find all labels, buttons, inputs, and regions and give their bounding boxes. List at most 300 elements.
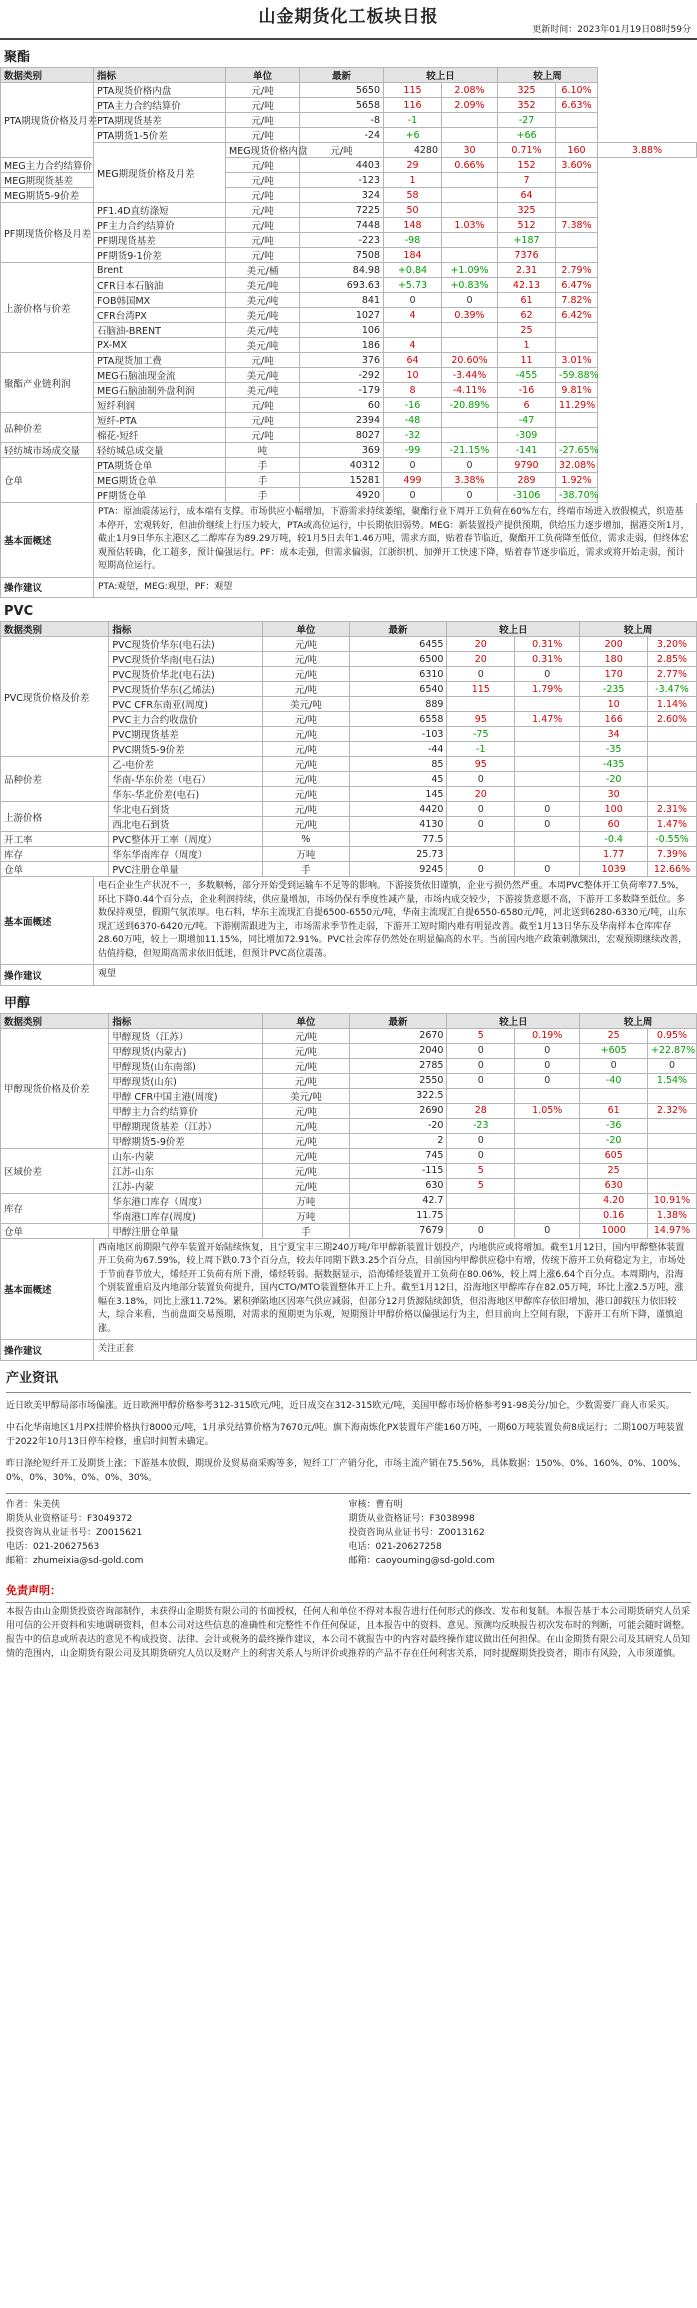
row-week-change-pct: 1.92% bbox=[556, 473, 598, 488]
row-week-change: 630 bbox=[580, 1178, 648, 1193]
row-day-change-pct: 2.08% bbox=[442, 83, 498, 98]
row-latest: 2 bbox=[349, 1133, 447, 1148]
row-week-change-pct: 7.82% bbox=[556, 293, 598, 308]
row-week-change: -141 bbox=[498, 443, 556, 458]
row-week-change: 170 bbox=[580, 667, 648, 682]
row-week-change: -16 bbox=[498, 383, 556, 398]
row-latest: 745 bbox=[349, 1148, 447, 1163]
row-latest: 7448 bbox=[300, 218, 384, 233]
row-week-change-pct: 2.79% bbox=[556, 263, 598, 278]
row-week-change: -40 bbox=[580, 1073, 648, 1088]
row-week-change-pct bbox=[647, 727, 696, 742]
row-latest: -103 bbox=[349, 727, 447, 742]
data-table bbox=[0, 1013, 697, 1239]
row-indicator: 棉花-短纤 bbox=[94, 428, 226, 443]
row-unit: 美元/吨 bbox=[226, 338, 300, 353]
row-indicator: PVC整体开工率（周度） bbox=[109, 832, 263, 847]
row-unit: 元/吨 bbox=[226, 98, 300, 113]
row-day-change: 95 bbox=[447, 712, 515, 727]
col-header-category: 数据类别 bbox=[1, 622, 109, 637]
row-latest: -292 bbox=[300, 368, 384, 383]
row-day-change-pct bbox=[442, 413, 498, 428]
section-2 bbox=[0, 986, 697, 1361]
row-latest: 6558 bbox=[349, 712, 447, 727]
row-week-change-pct bbox=[556, 173, 598, 188]
table-row bbox=[1, 218, 697, 233]
table-row bbox=[1, 383, 697, 398]
row-day-change: 4 bbox=[384, 338, 442, 353]
row-unit: 元/吨 bbox=[226, 428, 300, 443]
row-day-change: 5 bbox=[447, 1028, 515, 1043]
row-week-change-pct: 12.66% bbox=[647, 862, 696, 877]
row-unit: 元/吨 bbox=[263, 712, 349, 727]
row-week-change-pct bbox=[556, 203, 598, 218]
col-header-indicator: 指标 bbox=[109, 622, 263, 637]
row-latest: 5650 bbox=[300, 83, 384, 98]
row-week-change: 61 bbox=[498, 293, 556, 308]
table-row bbox=[1, 98, 697, 113]
row-day-change-pct bbox=[515, 1088, 580, 1103]
row-day-change-pct bbox=[442, 173, 498, 188]
row-unit: 元/吨 bbox=[226, 233, 300, 248]
row-week-change: -20 bbox=[580, 772, 648, 787]
row-week-change: 10 bbox=[580, 697, 648, 712]
table-row bbox=[1, 398, 697, 413]
row-latest: 145 bbox=[349, 787, 447, 802]
row-latest: 1027 bbox=[300, 308, 384, 323]
row-indicator: PVC期现货基差 bbox=[109, 727, 263, 742]
row-unit: 手 bbox=[226, 458, 300, 473]
row-day-change-pct bbox=[442, 233, 498, 248]
row-unit: 元/吨 bbox=[300, 143, 384, 158]
row-day-change-pct: +0.83% bbox=[442, 278, 498, 293]
row-category: MEG期现货价格及月差 bbox=[94, 143, 226, 203]
row-day-change-pct: -20.89% bbox=[442, 398, 498, 413]
row-day-change-pct bbox=[515, 1208, 580, 1223]
col-header-category: 数据类别 bbox=[1, 1013, 109, 1028]
row-week-change: 34 bbox=[580, 727, 648, 742]
row-unit: 元/吨 bbox=[226, 83, 300, 98]
row-week-change: 30 bbox=[580, 787, 648, 802]
row-unit: 美元/桶 bbox=[226, 263, 300, 278]
row-day-change: 0 bbox=[447, 1148, 515, 1163]
row-unit: 美元/吨 bbox=[226, 323, 300, 338]
row-day-change: 148 bbox=[384, 218, 442, 233]
row-day-change: -99 bbox=[384, 443, 442, 458]
author-line: 电话：021-20627563 bbox=[6, 1541, 100, 1552]
row-indicator: 甲醇期现货基差（江苏） bbox=[109, 1118, 263, 1133]
row-week-change-pct: -59.88% bbox=[556, 368, 598, 383]
col-header-week-change: 较上周 bbox=[580, 1013, 697, 1028]
row-latest: 7508 bbox=[300, 248, 384, 263]
row-indicator: PX-MX bbox=[94, 338, 226, 353]
row-day-change: 0 bbox=[447, 1073, 515, 1088]
trade-advice-text: 关注正套 bbox=[98, 1344, 135, 1354]
author-line: 投资咨询从业证书号：Z0015621 bbox=[6, 1527, 143, 1538]
row-indicator: 甲醇现货(内蒙古) bbox=[109, 1043, 263, 1058]
trade-advice-label: 操作建议 bbox=[1, 965, 94, 985]
reviewer-line: 投资咨询从业证书号：Z0013162 bbox=[348, 1527, 485, 1538]
row-unit: 元/吨 bbox=[226, 203, 300, 218]
row-unit: 元/吨 bbox=[263, 1058, 349, 1073]
row-indicator: PF1.4D直纺涤短 bbox=[94, 203, 226, 218]
row-indicator: 甲醇现货(山东) bbox=[109, 1073, 263, 1088]
row-latest: -20 bbox=[349, 1118, 447, 1133]
row-week-change-pct: -3.47% bbox=[647, 682, 696, 697]
row-latest: -123 bbox=[300, 173, 384, 188]
row-latest: 45 bbox=[349, 772, 447, 787]
row-day-change-pct bbox=[442, 188, 498, 203]
row-latest: 4130 bbox=[349, 817, 447, 832]
row-week-change-pct: 2.60% bbox=[647, 712, 696, 727]
row-unit: 元/吨 bbox=[263, 682, 349, 697]
row-day-change-pct bbox=[515, 1118, 580, 1133]
row-indicator: Brent bbox=[94, 263, 226, 278]
row-day-change-pct: 0.39% bbox=[442, 308, 498, 323]
row-latest: 7225 bbox=[300, 203, 384, 218]
row-day-change: 0 bbox=[447, 862, 515, 877]
row-week-change: -47 bbox=[498, 413, 556, 428]
row-latest: 2550 bbox=[349, 1073, 447, 1088]
industry-para: 中石化华南地区1月PX挂牌价格执行8000元/吨，1月承兑结算价格为7670元/吨。旗下海南炼化PX装置年产能160万吨，一期60万吨装置负荷8成运行；二期100万吨装置于2022年10月13日停车检修，重启时间暂未确定。 bbox=[6, 1422, 685, 1447]
row-week-change-pct: 3.01% bbox=[556, 353, 598, 368]
row-unit: 美元/吨 bbox=[263, 1088, 349, 1103]
row-indicator: PVC现货价华南(电石法) bbox=[109, 652, 263, 667]
row-indicator: 石脑油-BRENT bbox=[94, 323, 226, 338]
row-day-change-pct bbox=[515, 757, 580, 772]
row-category: PF期现货价格及月差 bbox=[1, 203, 94, 263]
row-day-change: 20 bbox=[447, 652, 515, 667]
row-week-change: 0.16 bbox=[580, 1208, 648, 1223]
row-day-change-pct: 0 bbox=[515, 667, 580, 682]
table-row bbox=[1, 293, 697, 308]
table-row bbox=[1, 473, 697, 488]
row-day-change-pct: 0 bbox=[442, 488, 498, 503]
row-indicator: 华北电石到货 bbox=[109, 802, 263, 817]
row-day-change-pct: 0 bbox=[442, 293, 498, 308]
row-unit: 元/吨 bbox=[226, 218, 300, 233]
row-indicator: 华东-华北价差(电石) bbox=[109, 787, 263, 802]
row-week-change-pct: 1.47% bbox=[647, 817, 696, 832]
row-day-change-pct bbox=[442, 338, 498, 353]
col-header-category: 数据类别 bbox=[1, 68, 94, 83]
row-indicator: PVC注册仓单量 bbox=[109, 862, 263, 877]
row-indicator: PTA现货加工费 bbox=[94, 353, 226, 368]
row-day-change-pct bbox=[515, 787, 580, 802]
row-day-change-pct: -4.11% bbox=[442, 383, 498, 398]
row-day-change-pct bbox=[515, 847, 580, 862]
row-latest: 60 bbox=[300, 398, 384, 413]
row-indicator: 江苏-山东 bbox=[109, 1163, 263, 1178]
row-indicator: 华东华南库存（周度） bbox=[109, 847, 263, 862]
row-indicator: PTA主力合约结算价 bbox=[94, 98, 226, 113]
row-week-change: 7376 bbox=[498, 248, 556, 263]
row-day-change: 115 bbox=[384, 83, 442, 98]
row-week-change: -235 bbox=[580, 682, 648, 697]
row-indicator: PTA期货1-5价差 bbox=[94, 128, 226, 143]
row-day-change: -32 bbox=[384, 428, 442, 443]
row-week-change-pct bbox=[556, 338, 598, 353]
row-week-change: 64 bbox=[498, 188, 556, 203]
row-day-change: 0 bbox=[447, 1043, 515, 1058]
row-latest: 889 bbox=[349, 697, 447, 712]
industry-para: 昨日涤纶短纤开工及期货上涨；下游基本放假，期现价及贸易商采购等多，短纤工厂产销分化，市场主流产销在75.56%，具体数据：150%、0%、160%、0%、100%、0%、0%、30%、0%、0%、30%。 bbox=[6, 1458, 687, 1483]
row-week-change-pct: 1.14% bbox=[647, 697, 696, 712]
row-week-change-pct bbox=[556, 248, 598, 263]
row-week-change: 200 bbox=[580, 637, 648, 652]
row-day-change-pct bbox=[442, 248, 498, 263]
reviewer-column bbox=[349, 1498, 692, 1568]
row-day-change: -75 bbox=[447, 727, 515, 742]
row-week-change: 7 bbox=[498, 173, 556, 188]
row-category: 上游价格与价差 bbox=[1, 263, 94, 353]
row-week-change: 2.31 bbox=[498, 263, 556, 278]
row-day-change: 95 bbox=[447, 757, 515, 772]
row-day-change bbox=[447, 697, 515, 712]
row-day-change bbox=[447, 1193, 515, 1208]
row-unit: 元/吨 bbox=[226, 248, 300, 263]
row-week-change-pct bbox=[647, 1133, 696, 1148]
row-category: 开工率 bbox=[1, 832, 109, 847]
table-row bbox=[1, 802, 697, 817]
author-column bbox=[6, 1498, 349, 1568]
row-week-change-pct bbox=[647, 787, 696, 802]
row-week-change: 25 bbox=[498, 323, 556, 338]
row-unit: 元/吨 bbox=[263, 1043, 349, 1058]
row-day-change-pct: 1.05% bbox=[515, 1103, 580, 1118]
col-header-indicator: 指标 bbox=[109, 1013, 263, 1028]
row-day-change: 28 bbox=[447, 1103, 515, 1118]
table-row bbox=[1, 1193, 697, 1208]
row-day-change-pct bbox=[515, 1133, 580, 1148]
row-latest: 376 bbox=[300, 353, 384, 368]
row-day-change: 5 bbox=[447, 1163, 515, 1178]
row-day-change: 0 bbox=[384, 488, 442, 503]
row-category: 区域价差 bbox=[1, 1148, 109, 1193]
row-week-change-pct bbox=[647, 772, 696, 787]
row-category: 品种价差 bbox=[1, 413, 94, 443]
row-day-change: 499 bbox=[384, 473, 442, 488]
row-day-change-pct: 1.03% bbox=[442, 218, 498, 233]
row-day-change-pct bbox=[442, 113, 498, 128]
row-day-change: 0 bbox=[384, 293, 442, 308]
section-title: 甲醇 bbox=[4, 995, 31, 1011]
row-unit: 元/吨 bbox=[226, 413, 300, 428]
row-week-change-pct: 7.39% bbox=[647, 847, 696, 862]
row-unit: 元/吨 bbox=[226, 158, 300, 173]
col-header-week-change: 较上周 bbox=[498, 68, 598, 83]
row-week-change: 325 bbox=[498, 83, 556, 98]
row-indicator: PVC现货价华东(乙烯法) bbox=[109, 682, 263, 697]
row-week-change: 42.13 bbox=[498, 278, 556, 293]
col-header-day-change: 较上日 bbox=[447, 622, 580, 637]
row-latest: 841 bbox=[300, 293, 384, 308]
row-week-change: 25 bbox=[580, 1163, 648, 1178]
row-week-change: 9790 bbox=[498, 458, 556, 473]
row-indicator: 甲醇 CFR中国主港(周度) bbox=[109, 1088, 263, 1103]
row-day-change-pct: 0.31% bbox=[515, 652, 580, 667]
row-unit: 美元/吨 bbox=[226, 383, 300, 398]
row-indicator: 西北电石到货 bbox=[109, 817, 263, 832]
row-indicator: 甲醇现货(山东南部) bbox=[109, 1058, 263, 1073]
row-unit: 元/吨 bbox=[226, 353, 300, 368]
row-indicator: 甲醇现货（江苏） bbox=[109, 1028, 263, 1043]
trade-advice-text: 观望 bbox=[98, 969, 117, 979]
row-week-change: 289 bbox=[498, 473, 556, 488]
row-indicator: PTA现货价格内盘 bbox=[94, 83, 226, 98]
row-category: 仓单 bbox=[1, 458, 94, 503]
row-latest: 186 bbox=[300, 338, 384, 353]
row-latest: 5658 bbox=[300, 98, 384, 113]
row-latest: 2670 bbox=[349, 1028, 447, 1043]
row-week-change: -455 bbox=[498, 368, 556, 383]
row-week-change-pct: 1.54% bbox=[647, 1073, 696, 1088]
row-week-change-pct: 1.38% bbox=[647, 1208, 696, 1223]
col-header-latest: 最新 bbox=[349, 1013, 447, 1028]
col-header-week-change: 较上周 bbox=[580, 622, 697, 637]
row-indicator: PVC CFR东南亚(周度) bbox=[109, 697, 263, 712]
table-row bbox=[1, 637, 697, 652]
row-day-change: -48 bbox=[384, 413, 442, 428]
row-latest: 85 bbox=[349, 757, 447, 772]
row-week-change: 61 bbox=[580, 1103, 648, 1118]
row-unit: 元/吨 bbox=[263, 802, 349, 817]
row-day-change-pct: 0 bbox=[442, 458, 498, 473]
row-day-change-pct: 0.71% bbox=[498, 143, 556, 158]
industry-title: 产业资讯 bbox=[6, 1370, 59, 1386]
row-day-change-pct: 0 bbox=[515, 1058, 580, 1073]
reviewer-line: 电话：021-20627258 bbox=[348, 1541, 442, 1552]
table-row bbox=[1, 338, 697, 353]
row-day-change: 8 bbox=[384, 383, 442, 398]
row-day-change: 0 bbox=[447, 1058, 515, 1073]
row-category: 甲醇现货价格及价差 bbox=[1, 1028, 109, 1148]
table-row bbox=[1, 847, 697, 862]
row-indicator: MEG主力合约结算价 bbox=[1, 158, 94, 173]
report-title: 山金期货化工板块日报 bbox=[258, 7, 439, 27]
row-indicator: FOB韩国MX bbox=[94, 293, 226, 308]
table-row bbox=[1, 83, 697, 98]
row-unit: 元/吨 bbox=[226, 173, 300, 188]
row-unit: 元/吨 bbox=[263, 1073, 349, 1088]
row-latest: 2690 bbox=[349, 1103, 447, 1118]
row-unit: 元/吨 bbox=[263, 817, 349, 832]
row-latest: -44 bbox=[349, 742, 447, 757]
row-unit: 元/吨 bbox=[263, 772, 349, 787]
section-title: 聚酯 bbox=[4, 50, 31, 65]
row-week-change-pct: 2.32% bbox=[647, 1103, 696, 1118]
table-row bbox=[1, 353, 697, 368]
row-indicator: 华南港口库存(周度) bbox=[109, 1208, 263, 1223]
row-week-change-pct: +22.87% bbox=[647, 1043, 696, 1058]
row-week-change-pct: 3.60% bbox=[556, 158, 598, 173]
row-indicator: PVC期货5-9价差 bbox=[109, 742, 263, 757]
row-indicator: PF期现货基差 bbox=[94, 233, 226, 248]
data-table bbox=[0, 67, 697, 503]
row-indicator: PTA期货仓单 bbox=[94, 458, 226, 473]
table-row bbox=[1, 428, 697, 443]
row-indicator: 江苏-内蒙 bbox=[109, 1178, 263, 1193]
table-row bbox=[1, 248, 697, 263]
row-day-change-pct bbox=[515, 1148, 580, 1163]
row-indicator: 华南-华东价差（电石） bbox=[109, 772, 263, 787]
row-week-change-pct: 3.20% bbox=[647, 637, 696, 652]
row-latest: 25.73 bbox=[349, 847, 447, 862]
row-day-change-pct: 0.19% bbox=[515, 1028, 580, 1043]
row-week-change-pct: 7.38% bbox=[556, 218, 598, 233]
table-row bbox=[1, 323, 697, 338]
row-indicator: PF期货仓单 bbox=[94, 488, 226, 503]
row-week-change: 152 bbox=[498, 158, 556, 173]
row-category: 仓单 bbox=[1, 862, 109, 877]
row-week-change-pct bbox=[556, 428, 598, 443]
row-unit: 元/吨 bbox=[226, 188, 300, 203]
col-header-latest: 最新 bbox=[300, 68, 384, 83]
row-unit: 元/吨 bbox=[263, 652, 349, 667]
row-week-change-pct: 6.10% bbox=[556, 83, 598, 98]
row-indicator: PVC现货价华东(电石法) bbox=[109, 637, 263, 652]
row-week-change: 1000 bbox=[580, 1223, 648, 1238]
sections bbox=[0, 40, 697, 1361]
row-week-change-pct bbox=[556, 233, 598, 248]
basic-overview-label: 基本面概述 bbox=[1, 877, 94, 964]
row-indicator: PF期货9-1价差 bbox=[94, 248, 226, 263]
row-week-change: +66 bbox=[498, 128, 556, 143]
row-week-change-pct bbox=[647, 1163, 696, 1178]
row-week-change-pct: 2.85% bbox=[647, 652, 696, 667]
row-week-change: 166 bbox=[580, 712, 648, 727]
row-week-change: 512 bbox=[498, 218, 556, 233]
row-week-change: 1 bbox=[498, 338, 556, 353]
row-unit: 元/吨 bbox=[263, 727, 349, 742]
row-indicator: 甲醇主力合约结算价 bbox=[109, 1103, 263, 1118]
row-unit: 元/吨 bbox=[226, 398, 300, 413]
row-indicator: MEG现货价格内盘 bbox=[226, 143, 300, 158]
col-header-indicator: 指标 bbox=[94, 68, 226, 83]
industry-news bbox=[0, 1361, 697, 1494]
basic-overview-label: 基本面概述 bbox=[1, 503, 94, 577]
row-week-change-pct: 9.81% bbox=[556, 383, 598, 398]
row-week-change-pct: 6.42% bbox=[556, 308, 598, 323]
row-week-change: +187 bbox=[498, 233, 556, 248]
row-day-change: 0 bbox=[447, 772, 515, 787]
row-day-change-pct: -21.15% bbox=[442, 443, 498, 458]
row-unit: 手 bbox=[226, 473, 300, 488]
row-day-change-pct: 0.66% bbox=[442, 158, 498, 173]
row-latest: 322.5 bbox=[349, 1088, 447, 1103]
row-week-change-pct bbox=[647, 1148, 696, 1163]
row-day-change: 50 bbox=[384, 203, 442, 218]
row-week-change-pct: 14.97% bbox=[647, 1223, 696, 1238]
row-day-change bbox=[447, 832, 515, 847]
row-week-change-pct bbox=[556, 113, 598, 128]
row-day-change bbox=[384, 323, 442, 338]
col-header-day-change: 较上日 bbox=[384, 68, 498, 83]
table-header-row bbox=[1, 622, 697, 637]
row-indicator: PVC现货价华北(电石法) bbox=[109, 667, 263, 682]
row-week-change-pct bbox=[647, 1088, 696, 1103]
row-latest: 4920 bbox=[300, 488, 384, 503]
row-day-change-pct bbox=[515, 832, 580, 847]
basic-overview-text: 电石企业生产状况不一，多数顺畅，部分开始受到运输车不足等的影响。下游接货依旧谨慎，企业亏损仍然严重。本周PVC整体开工负荷率77.5%，环比下降0.44个百分点，企业利润持续，供应量增加，市场仍保有季度性减产量，市场内成交较少，下游接货意愿不高，下游开工多数降至低位。多数保持观望，假期气氛浓厚。电石料，华东主流现汇自提6500-6550元/吨，华南主流现汇自提6550-6580元/吨，河北送到6280-6330元/吨，山东现汇送到6370-6420元/吨。下游刚需跟进为主，市场需求季节性走弱，下游开工短时期内难有明显改善。截至1月13日华东及华南样本仓库库存28.60万吨，较上一期增加11.15%，同比增加72.91%。PVC社会库存仍然处在明显偏高的水平。当前国内地产政策刺激频出，宏观预期继续改善，估值持稳，但短期高需求依旧低迷，但预计PVC高位震荡。 bbox=[98, 881, 688, 959]
row-latest: 630 bbox=[349, 1178, 447, 1193]
industry-para: 近日欧美甲醇局部市场偏涨。近日欧洲甲醇价格参考312-315欧元/吨，近日成交在312-315欧元/吨，美国甲醇市场价格参考91-98美分/加仑，少数需要厂商人市采买。 bbox=[6, 1400, 675, 1411]
row-unit: 元/吨 bbox=[263, 1118, 349, 1133]
col-header-unit: 单位 bbox=[263, 622, 349, 637]
table-row bbox=[1, 862, 697, 877]
row-latest: 106 bbox=[300, 323, 384, 338]
row-unit: 美元/吨 bbox=[226, 293, 300, 308]
